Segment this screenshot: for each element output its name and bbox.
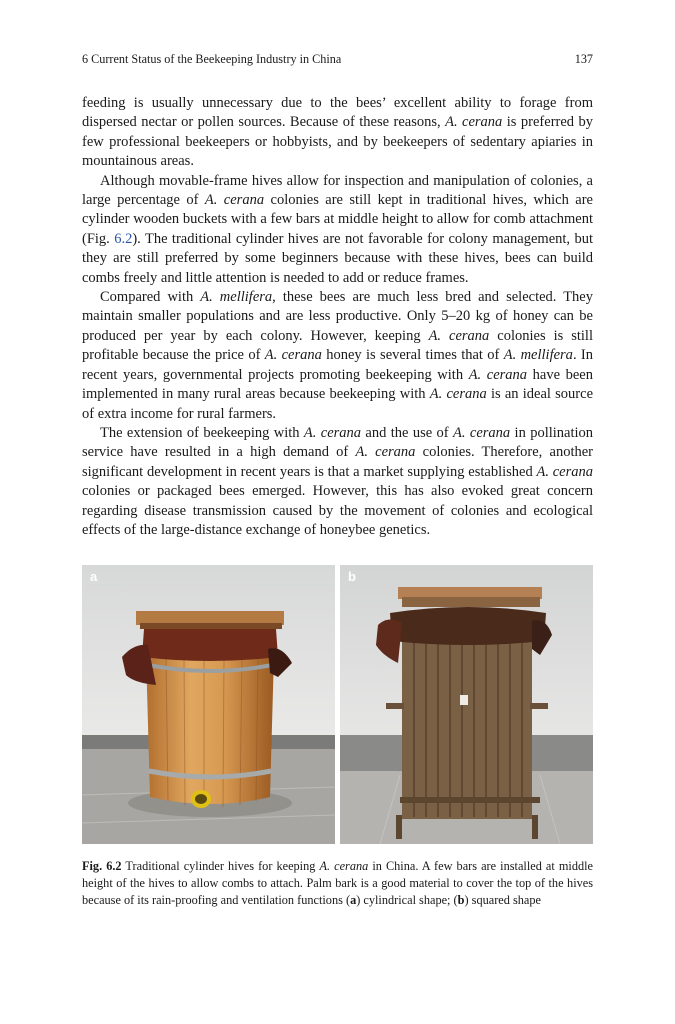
- figure-6-2: [82, 565, 593, 844]
- cylindrical-hive-illustration: [82, 565, 335, 844]
- photo-cylindrical-hive: [82, 565, 335, 844]
- paragraph-2: Although movable-frame hives allow for inspection and manipulation of colonies, a large percentage of A. cerana colonies are still kept in traditional hives, which are cylinder wooden buckets with a few bars at middle height to allow for comb attachment (Fig. 6.2). The traditional cylinder hives are not favorable for colony management, but they are still preferred by some beginners because with these hives, bees can build combs freely and little attention is needed to add or reduce frames.: [82, 172, 593, 286]
- squared-hive-illustration: [340, 565, 593, 844]
- page-number: 137: [574, 52, 593, 66]
- paragraph-1: feeding is usually unnecessary due to the bees’ excellent ability to forage from dispersed nectar or pollen sources. Because of these reasons, A. cerana is preferred by few professional beekeepers or hobbyists, and by beekeepers of sedentary apiaries in mountainous areas.: [82, 95, 594, 170]
- paragraph-4: The extension of beekeeping with A. cerana and the use of A. cerana in pollination service have resulted in a high demand of A. cerana colonies. Therefore, another significant development in recent years is that a market supplying established A. cerana colonies or packaged bees emerged. However, this has also evoked great concern regarding disease transmission caused by the movement of colonies and ecological effects of the large-distance exchange of honeybee genetics.: [82, 424, 594, 538]
- panel-label-a: a: [90, 569, 98, 584]
- photo-squared-hive: [340, 565, 593, 844]
- figure-caption: Fig. 6.2 Traditional cylinder hives for keeping A. cerana in China. A few bars are installed at middle height of the hives to allow combs to attach. Palm bark is a good material to cover the top of the hives because of its rain-proofing and ventilation functions (a) cylindrical shape; (b) squared shape: [82, 859, 593, 907]
- panel-label-b: b: [348, 569, 356, 584]
- paragraph-3: Compared with A. mellifera, these bees are much less bred and selected. They maintain smaller populations and are less productive. Only 5–20 kg of honey can be produced per year by each colony. However, keeping A. cerana colonies is still profitable because the price of A. cerana honey is several times that of A. mellifera. In recent years, governmental projects promoting beekeeping with A. cerana have been implemented in many rural areas because beekeeping with A. cerana is an ideal source of extra income for rural farmers.: [82, 289, 593, 422]
- figure-label: Fig. 6.2: [82, 859, 122, 873]
- running-header: [82, 52, 593, 68]
- running-title: 6 Current Status of the Beekeeping Industry in China: [82, 52, 342, 66]
- figure-reference-link[interactable]: 6.2: [114, 230, 133, 247]
- body-text: [82, 94, 593, 540]
